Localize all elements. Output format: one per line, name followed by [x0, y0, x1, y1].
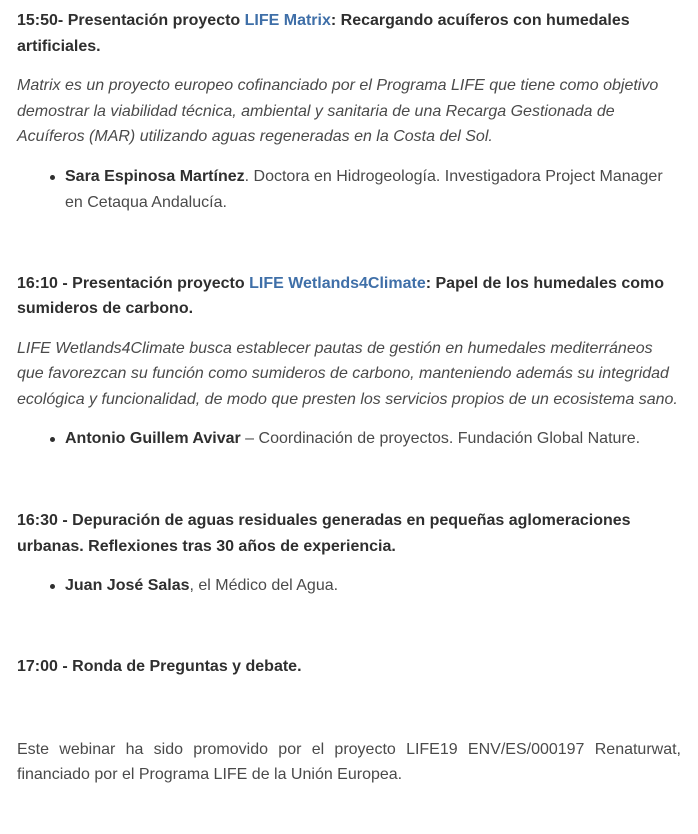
session-title: 16:30 - Depuración de aguas residuales generadas en pequeñas aglomeraciones urbanas. Reflexiones tras 30 años de experiencia. — [17, 512, 631, 555]
session-title-suffix: : Recargando acuíferos con humedales artificiales. — [17, 12, 630, 55]
session-title — [17, 271, 681, 322]
session-title-suffix: : Papel de los humedales como sumideros de carbono. — [17, 274, 665, 317]
speaker-list — [17, 164, 681, 216]
speaker-item — [65, 164, 681, 216]
speaker-list — [17, 573, 681, 599]
speaker-name: Sara Espinosa Martínez — [65, 167, 245, 185]
session-description: Matrix es un proyecto europeo cofinanciado por el Programa LIFE que tiene como objetivo demostrar la viabilidad técnica, ambiental y sanitaria de una Recarga Gestionada de Acuíferos (MAR) utilizando aguas regeneradas en la Costa del Sol. — [17, 77, 659, 145]
speaker-role: , el Médico del Agua. — [189, 577, 339, 594]
session-2 — [17, 271, 681, 453]
session-title-prefix: 16:10 - Presentación proyecto — [17, 274, 250, 292]
life-wetlands4climate-link[interactable]: LIFE Wetlands4Climate — [249, 274, 426, 292]
speaker-role: . Doctora en Hidrogeología. Investigadora Project Manager en Cetaqua Andalucía. — [65, 167, 663, 211]
session-3 — [17, 508, 681, 599]
session-title: 17:00 - Ronda de Preguntas y debate. — [17, 658, 302, 675]
footer-note: Este webinar ha sido promovido por el proyecto LIFE19 ENV/ES/000197 Renaturwat, financiado por el Programa LIFE de la Unión Europea. — [17, 740, 681, 783]
bullet-icon — [50, 437, 55, 442]
bullet-icon — [50, 584, 55, 589]
speaker-name: Juan José Salas — [65, 577, 190, 594]
speaker-list — [17, 426, 681, 452]
speaker-item — [65, 426, 681, 452]
speaker-name: Antonio Guillem Avivar — [65, 430, 241, 447]
session-title-prefix: 15:50- Presentación proyecto — [17, 12, 245, 29]
speaker-item — [65, 573, 681, 599]
bullet-icon — [50, 175, 55, 180]
session-description: LIFE Wetlands4Climate busca establecer pautas de gestión en humedales mediterráneos que favorezcan su función como sumideros de carbono, manteniendo además su integridad ecológica y funcionalidad, de modo que presten los servicios propios de un ecosistema sano. — [17, 339, 678, 408]
session-1 — [17, 8, 681, 216]
life-matrix-link[interactable]: LIFE Matrix — [244, 12, 331, 29]
session-title — [17, 8, 681, 59]
speaker-role: – Coordinación de proyectos. Fundación Global Nature. — [240, 430, 641, 447]
session-4 — [17, 654, 681, 680]
